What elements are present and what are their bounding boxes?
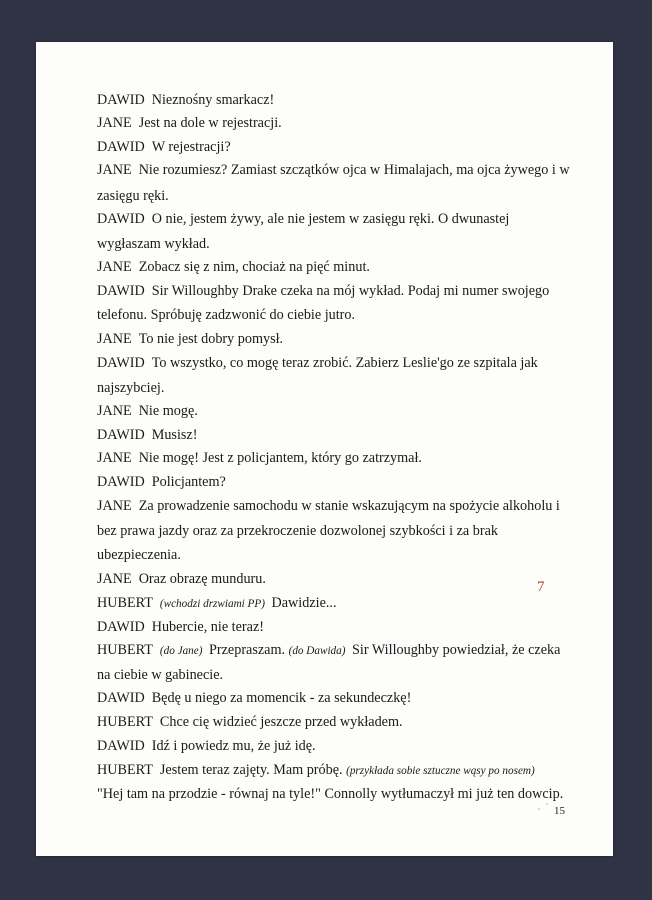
dialogue-text: Musisz!: [151, 427, 198, 443]
script-line: [97, 188, 169, 205]
speaker-name: JANE: [97, 331, 132, 347]
script-line: [97, 762, 538, 779]
script-line: [97, 619, 264, 636]
stage-direction: (do Jane): [159, 645, 203, 657]
speaker-name: DAWID: [97, 619, 145, 635]
dialogue-text: ubezpieczenia.: [97, 547, 181, 563]
script-line: [97, 259, 370, 276]
stage-direction: (przykłada sobie sztuczne wąsy po nosem): [346, 765, 535, 777]
script-line: [97, 714, 403, 731]
dialogue-text: Jestem teraz zajęty. Mam próbę.: [159, 762, 343, 778]
dialogue-text: To nie jest dobry pomysł.: [138, 331, 284, 347]
speaker-name: DAWID: [97, 211, 145, 227]
dialogue-text: Chce cię widzieć jeszcze przed wykładem.: [159, 714, 403, 730]
dialogue-text: Dawidzie...: [271, 595, 337, 611]
script-line: [97, 162, 570, 179]
dialogue-text: Będę u niego za momencik - za sekundeczkę!: [151, 690, 412, 706]
script-line: [97, 450, 422, 467]
script-line: [97, 139, 231, 156]
speaker-name: DAWID: [97, 139, 145, 155]
script-line: [97, 307, 355, 324]
speaker-name: HUBERT: [97, 595, 153, 611]
page-number: 15: [554, 805, 565, 817]
script-line: [97, 547, 181, 564]
script-line: [97, 355, 538, 372]
dialogue-text: na ciebie w gabinecie.: [97, 667, 224, 683]
script-line: [97, 236, 210, 253]
script-line: [97, 115, 282, 132]
dialogue-text: Nie mogę! Jest z policjantem, który go zatrzymał.: [138, 450, 422, 466]
dialogue-text: Nie mogę.: [138, 403, 198, 419]
stage-direction: (wchodzi drzwiami PP): [159, 598, 265, 610]
script-line: [97, 331, 283, 348]
speaker-name: JANE: [97, 571, 132, 587]
speaker-name: DAWID: [97, 738, 145, 754]
speaker-name: JANE: [97, 259, 132, 275]
speaker-name: DAWID: [97, 427, 145, 443]
stage-direction: (do Dawida): [288, 645, 346, 657]
dialogue-text: najszybciej.: [97, 380, 165, 396]
script-line: [97, 92, 274, 109]
dialogue-text: Za prowadzenie samochodu w stanie wskazującym na spożycie alkoholu i: [138, 498, 560, 514]
script-line: [97, 738, 316, 755]
script-line: [97, 283, 549, 300]
dialogue-text: O nie, jestem żywy, ale nie jestem w zasięgu ręki. O dwunastej: [151, 211, 510, 227]
script-line: [97, 474, 226, 491]
dialogue-text: Idź i powiedz mu, że już idę.: [151, 738, 316, 754]
speaker-name: JANE: [97, 115, 132, 131]
speaker-name: HUBERT: [97, 714, 153, 730]
dialogue-text: zasięgu ręki.: [97, 188, 169, 204]
dialogue-text: bez prawa jazdy oraz za przekroczenie dozwolonej szybkości i za brak: [97, 523, 498, 539]
speaker-name: DAWID: [97, 355, 145, 371]
speaker-name: DAWID: [97, 92, 145, 108]
speaker-name: HUBERT: [97, 642, 153, 658]
dialogue-text: telefonu. Spróbuję zadzwonić do ciebie jutro.: [97, 307, 356, 323]
script-line: [97, 690, 411, 707]
script-line: [97, 498, 560, 515]
speaker-name: JANE: [97, 450, 132, 466]
script-line: [97, 427, 197, 444]
dialogue-text: Sir Willoughby Drake czeka na mój wykład. Podaj mi numer swojego: [151, 283, 550, 299]
dialogue-text: Oraz obrazę munduru.: [138, 571, 266, 587]
speaker-name: DAWID: [97, 690, 145, 706]
script-line: [97, 786, 563, 803]
dialogue-text: Hubercie, nie teraz!: [151, 619, 264, 635]
script-line: [97, 403, 198, 420]
dialogue-text: To wszystko, co mogę teraz zrobić. Zabierz Leslie'go ze szpitala jak: [151, 355, 538, 371]
dialogue-text: "Hej tam na przodzie - równaj na tyle!" Connolly wytłumaczył mi już ten dowcip.: [97, 786, 564, 802]
speaker-name: DAWID: [97, 474, 145, 490]
dialogue-text: Nie rozumiesz? Zamiast szczątków ojca w Himalajach, ma ojca żywego i w: [138, 162, 570, 178]
script-line: [97, 523, 498, 540]
script-line: [97, 380, 164, 397]
dialogue-text: Zobacz się z nim, chociaż na pięć minut.: [138, 259, 370, 275]
script-line: [97, 642, 560, 659]
speaker-name: DAWID: [97, 283, 145, 299]
script-line: [97, 211, 509, 228]
dialogue-text: Policjantem?: [151, 474, 226, 490]
dialogue-text: Jest na dole w rejestracji.: [138, 115, 282, 131]
dialogue-text: Nieznośny smarkacz!: [151, 92, 275, 108]
speaker-name: JANE: [97, 498, 132, 514]
script-line: [97, 595, 337, 612]
dialogue-text: wygłaszam wykład.: [97, 236, 210, 252]
script-line: [97, 571, 266, 588]
script-line: [97, 667, 223, 684]
speaker-name: JANE: [97, 403, 132, 419]
dialogue-text: W rejestracji?: [151, 139, 231, 155]
dialogue-text: Sir Willoughby powiedział, że czeka: [352, 642, 561, 658]
speaker-name: JANE: [97, 162, 132, 178]
speaker-name: HUBERT: [97, 762, 153, 778]
page-mark: 7: [537, 579, 545, 595]
dialogue-text: Przepraszam.: [209, 642, 286, 658]
